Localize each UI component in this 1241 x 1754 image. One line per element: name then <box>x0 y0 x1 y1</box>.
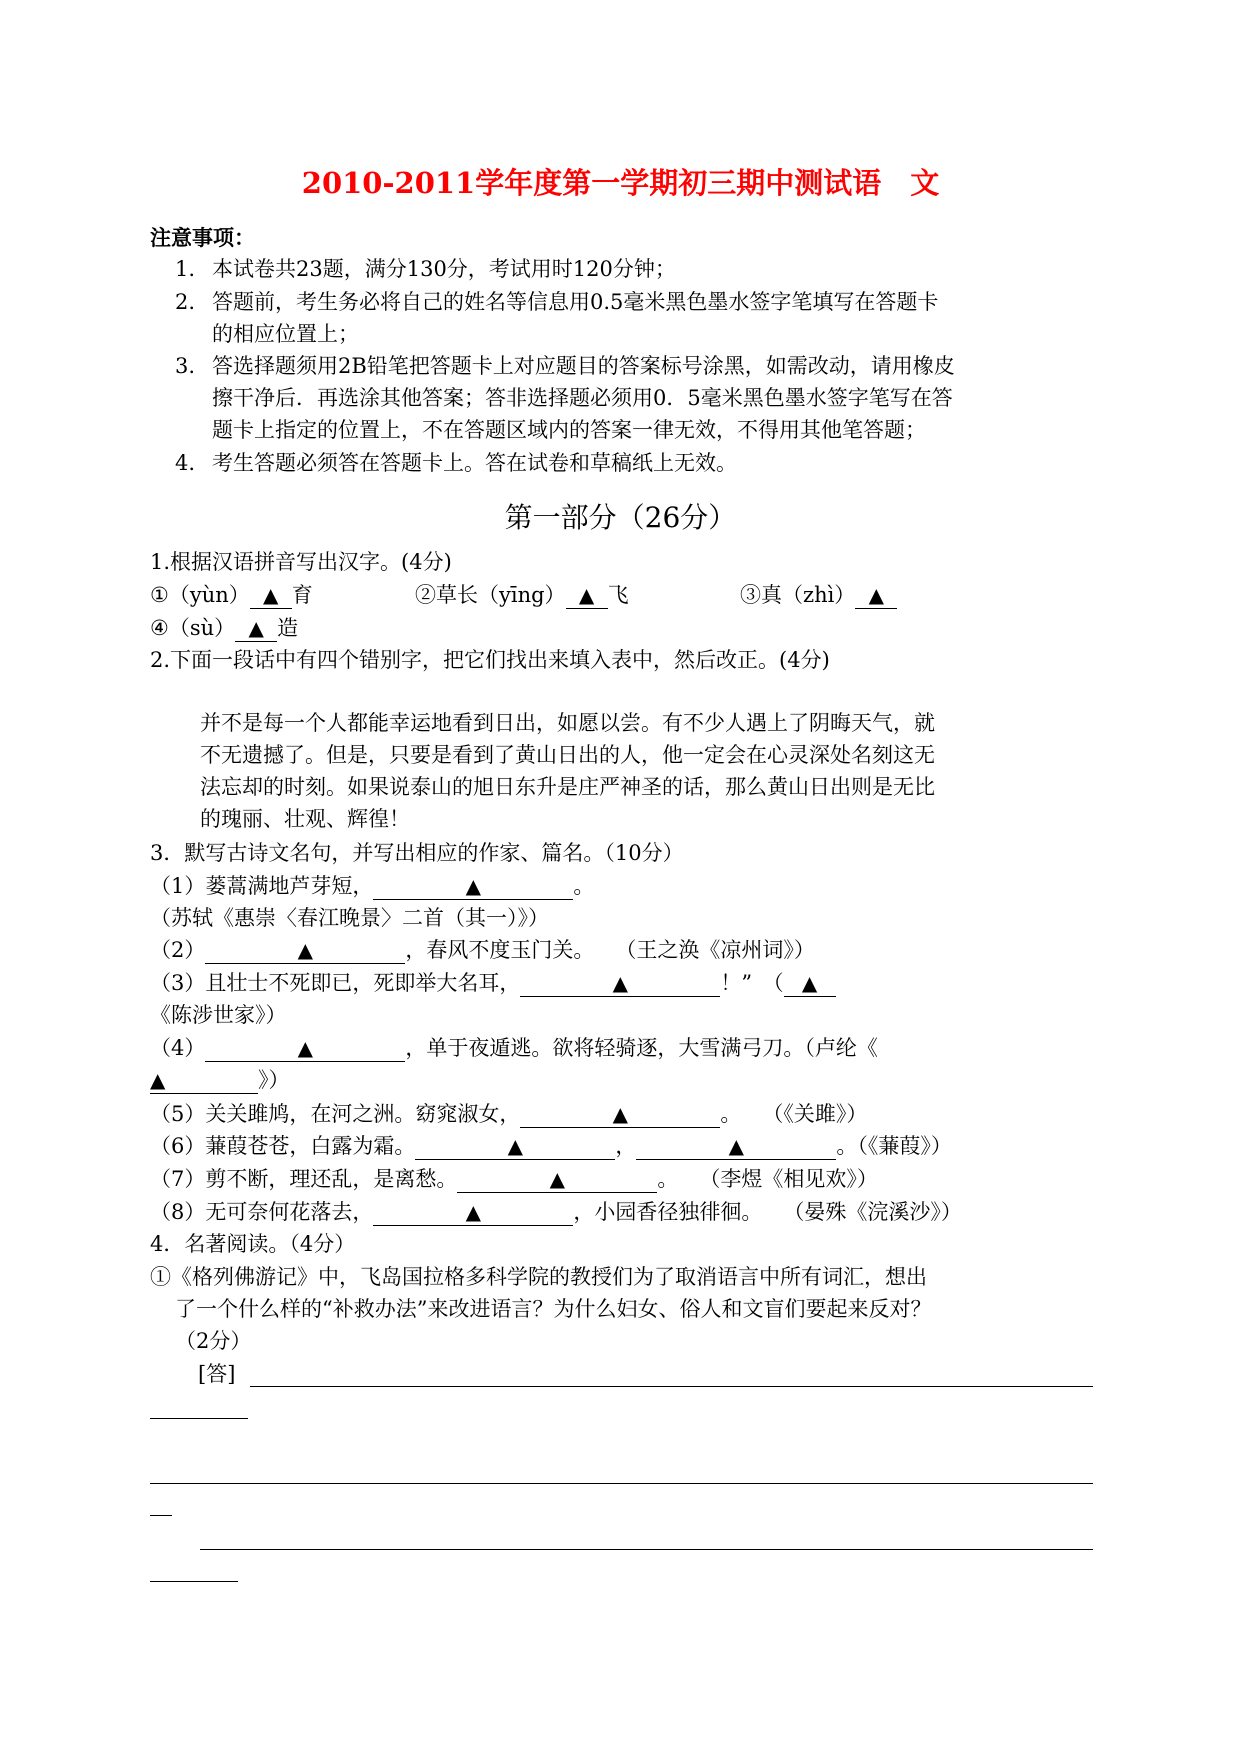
answer-blank[interactable] <box>566 582 608 609</box>
q3-line-7-post: 。 （李煜《相见欢》） <box>657 1167 878 1191</box>
blank-marker-icon: ▲ <box>612 1102 629 1126</box>
blank-marker-icon: ▲ <box>297 938 314 962</box>
answer-blank[interactable] <box>784 970 836 997</box>
notice-item-4-text: 考生答题必须答在答题卡上。答在试卷和草稿纸上无效。 <box>212 451 737 475</box>
q1-stem: 1.根据汉语拼音写出汉字。(4分) <box>150 550 452 574</box>
q3-line-1-pre: （1）蒌蒿满地芦芽短， <box>150 874 374 898</box>
q1-item-1-pre: ①（yùn） <box>150 583 250 607</box>
q1-item-2-pre: ②草长（yīng） <box>415 583 566 607</box>
q1-item-4-pre: ④（sù） <box>150 616 236 640</box>
q3-line-2 <box>150 935 815 965</box>
answer-blank[interactable] <box>373 1199 573 1226</box>
notice-item-2-text: 答题前，考生务必将自己的姓名等信息用0.5毫米黑色墨水签字笔填写在答题卡 <box>212 290 939 314</box>
q3-line-1 <box>150 871 594 901</box>
blank-marker-icon: ▲ <box>465 1200 482 1224</box>
q3-line-8-post: ，小园香径独徘徊。 （晏殊《浣溪沙》） <box>573 1200 962 1224</box>
q2-passage-line-4: 的瑰丽、壮观、辉徨！ <box>200 807 410 831</box>
q3-line-6-mid: ， <box>615 1134 637 1158</box>
q3-stem: 3．默写古诗文名句，并写出相应的作家、篇名。（10分） <box>150 841 684 865</box>
notice-heading: 注意事项： <box>150 225 255 250</box>
answer-blank[interactable] <box>520 970 720 997</box>
q3-line-6 <box>150 1131 952 1161</box>
notice-item-3-text-cont1: 擦干净后．再选涂其他答案；答非选择题必须用0．5毫米黑色墨水签字笔写在答 <box>212 386 953 410</box>
answer-line-cont[interactable] <box>150 1515 172 1516</box>
q3-line-7 <box>150 1164 878 1194</box>
q1-item-2-post: 飞 <box>607 583 629 607</box>
q3-line-3-mid: ！” （ <box>720 971 784 995</box>
blank-marker-icon: ▲ <box>150 1068 166 1092</box>
q2-stem: 2.下面一段话中有四个错别字，把它们找出来填入表中，然后改正。(4分) <box>150 648 830 672</box>
q3-line-6-post: 。（《蒹葭》） <box>836 1134 952 1158</box>
q3-line-7-pre: （7）剪不断，理还乱，是离愁。 <box>150 1167 458 1191</box>
q3-line-5 <box>150 1099 867 1129</box>
q1-item-1 <box>150 580 313 610</box>
page-title: 2010-2011学年度第一学期初三期中测试语 文 <box>301 166 940 200</box>
q1-item-2 <box>415 580 629 610</box>
notice-item-3-num: 3. <box>175 354 196 378</box>
q3-line-6-pre: （6）蒹葭苍苍，白露为霜。 <box>150 1134 416 1158</box>
answer-line[interactable] <box>150 1483 1093 1484</box>
blank-marker-icon: ▲ <box>263 583 279 607</box>
notice-item-3-text-cont2: 题卡上指定的位置上，不在答题区域内的答案一律无效，不得用其他笔答题； <box>212 418 926 442</box>
q1-item-4-post: 造 <box>277 616 299 640</box>
q2-passage-line-2: 不无遗撼了。但是，只要是看到了黄山日出的人，他一定会在心灵深处名刻这无 <box>200 743 935 767</box>
blank-marker-icon: ▲ <box>612 971 629 995</box>
blank-marker-icon: ▲ <box>868 583 884 607</box>
q3-line-8 <box>150 1197 962 1227</box>
notice-item-1-text: 本试卷共23题，满分130分，考试用时120分钟； <box>212 257 676 281</box>
q3-line-4b-post: 》） <box>258 1068 290 1092</box>
q2-passage-line-3: 法忘却的时刻。如果说泰山的旭日东升是庄严神圣的话，那么黄山日出则是无比 <box>200 775 935 799</box>
blank-marker-icon: ▲ <box>801 971 818 995</box>
answer-blank[interactable] <box>235 615 277 642</box>
q3-line-2-pre: （2） <box>150 938 206 962</box>
q1-item-4 <box>150 613 298 643</box>
answer-line-cont[interactable] <box>150 1418 248 1419</box>
answer-blank[interactable] <box>373 873 573 900</box>
q3-line-3 <box>150 968 836 998</box>
q4-sub1-line-1: ①《格列佛游记》中，飞岛国拉格多科学院的教授们为了取消语言中所有词汇，想出 <box>150 1265 927 1289</box>
q3-line-8-pre: （8）无可奈何花落去， <box>150 1200 374 1224</box>
q3-line-5-pre: （5）关关雎鸠，在河之洲。窈窕淑女， <box>150 1102 521 1126</box>
blank-marker-icon: ▲ <box>549 1167 566 1191</box>
q3-line-3-pre: （3）且壮士不死即已，死即举大名耳， <box>150 971 521 995</box>
answer-line[interactable] <box>250 1386 1093 1387</box>
q3-line-4-post: ，单于夜遁逃。欲将轻骑逐，大雪满弓刀。（卢纶《 <box>405 1036 878 1060</box>
notice-item-4-num: 4. <box>175 451 196 475</box>
q1-item-1-post: 育 <box>291 583 313 607</box>
q3-line-1-post: 。 <box>573 874 595 898</box>
q3-line-4-pre: （4） <box>150 1036 206 1060</box>
answer-blank[interactable] <box>855 582 897 609</box>
answer-blank[interactable] <box>250 582 292 609</box>
q3-line-2-post: ，春风不度玉门关。 （王之涣《凉州词》） <box>405 938 815 962</box>
blank-marker-icon: ▲ <box>507 1134 524 1158</box>
q2-passage-line-1: 并不是每一个人都能幸运地看到日出，如愿以尝。有不少人遇上了阴晦天气，就 <box>200 711 935 735</box>
q1-item-3 <box>740 580 897 610</box>
answer-blank[interactable] <box>150 1067 258 1094</box>
notice-item-1-num: 1. <box>175 257 196 281</box>
section-heading: 第一部分（26分） <box>504 501 737 534</box>
notice-item-3-text: 答选择题须用2B铅笔把答题卡上对应题目的答案标号涂黑，如需改动，请用橡皮 <box>212 354 955 378</box>
q3-line-4 <box>150 1033 878 1063</box>
q4-stem: 4．名著阅读。（4分） <box>150 1232 356 1256</box>
answer-line[interactable] <box>200 1549 1093 1550</box>
q1-item-3-pre: ③真（zhì） <box>740 583 856 607</box>
q4-sub1-line-3: （2分） <box>175 1329 252 1353</box>
q3-line-5-post: 。 （《关雎》） <box>720 1102 868 1126</box>
answer-blank[interactable] <box>457 1166 657 1193</box>
answer-blank[interactable] <box>205 1035 405 1062</box>
answer-blank[interactable] <box>636 1133 836 1160</box>
notice-item-2-num: 2. <box>175 290 196 314</box>
answer-line-cont[interactable] <box>150 1581 238 1582</box>
answer-label: [答] <box>198 1362 236 1386</box>
answer-blank[interactable] <box>520 1101 720 1128</box>
q3-line-4b <box>150 1065 290 1095</box>
q3-line-1-source: （苏轼《惠崇〈春江晚景〉二首（其一）》） <box>150 906 549 930</box>
blank-marker-icon: ▲ <box>297 1036 314 1060</box>
answer-blank[interactable] <box>205 937 405 964</box>
blank-marker-icon: ▲ <box>578 583 595 607</box>
q4-sub1-line-2: 了一个什么样的“补救办法”来改进语言？为什么妇女、俗人和文盲们要起来反对？ <box>175 1297 932 1321</box>
q3-line-3-source: 《陈涉世家》） <box>150 1003 287 1027</box>
blank-marker-icon: ▲ <box>465 874 482 898</box>
blank-marker-icon: ▲ <box>248 616 264 640</box>
notice-item-2-text-cont: 的相应位置上； <box>212 322 359 346</box>
blank-marker-icon: ▲ <box>728 1134 745 1158</box>
answer-blank[interactable] <box>415 1133 615 1160</box>
